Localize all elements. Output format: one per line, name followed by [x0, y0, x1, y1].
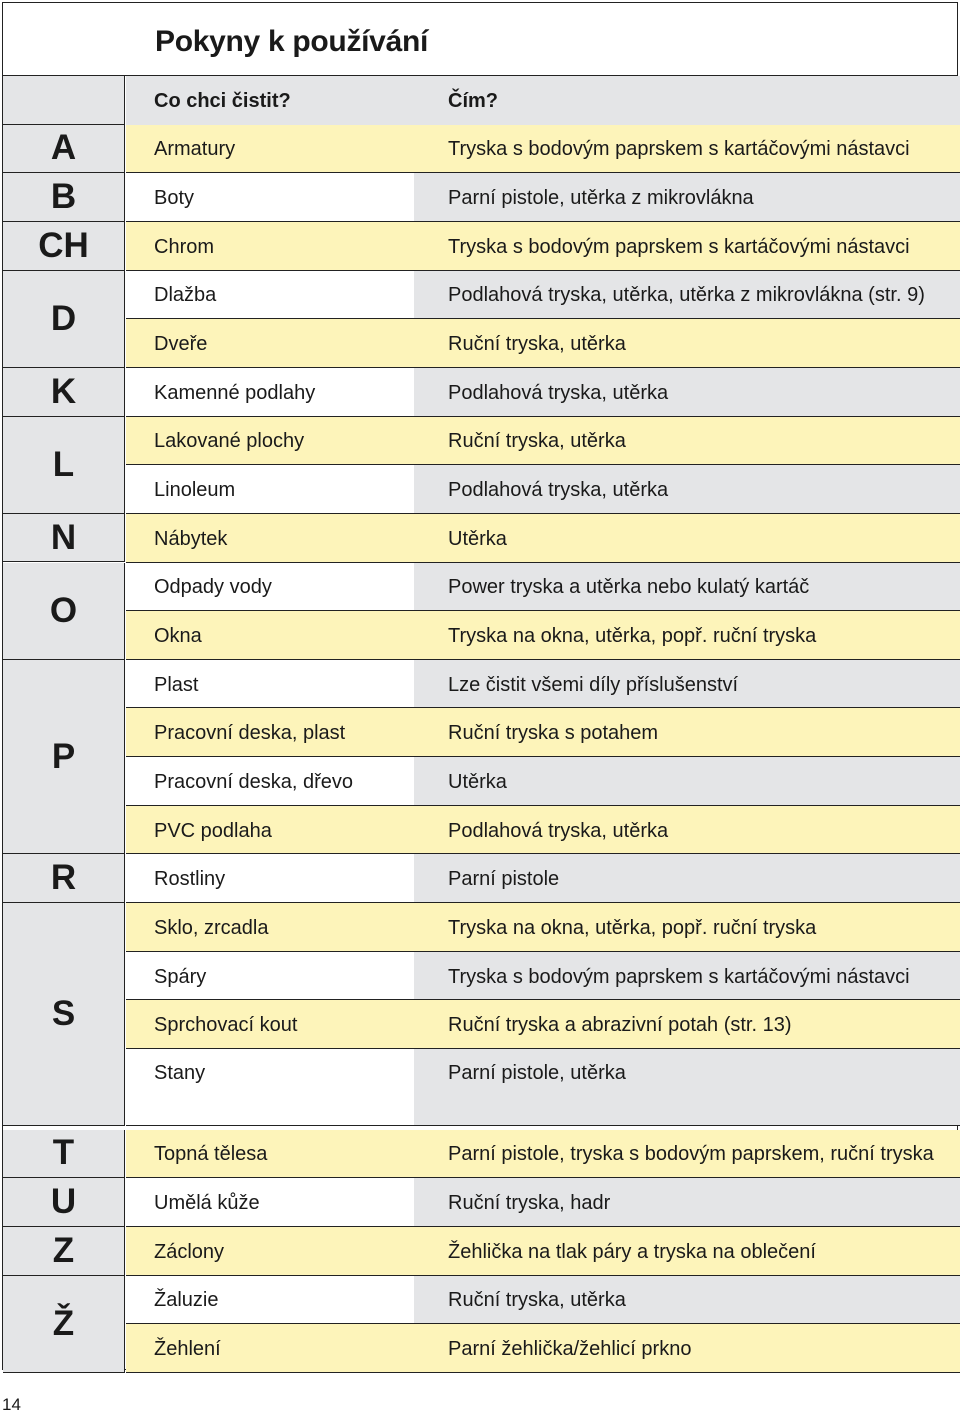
group-letter: T [3, 1130, 125, 1179]
page-number: 14 [2, 1395, 21, 1414]
group-letter: S [3, 903, 125, 1126]
group-letter: N [3, 514, 125, 563]
row-method: Power tryska a utěrka nebo kulatý kartáč [414, 563, 960, 612]
row-method: Ruční tryska, hadr [414, 1178, 960, 1227]
row-divider [126, 1372, 960, 1373]
row-item: Nábytek [126, 514, 414, 563]
row-method: Parní žehlička/žehlicí prkno [414, 1324, 960, 1373]
row-item: Žehlení [126, 1324, 414, 1373]
header-with: Čím? [414, 76, 960, 125]
row-method: Tryska s bodovým paprskem s kartáčovými nástavci [414, 125, 960, 174]
row-item: Okna [126, 611, 414, 660]
row-item: Pracovní deska, plast [126, 708, 414, 757]
row-method: Ruční tryska, utěrka [414, 1276, 960, 1325]
row-method: Lze čistit všemi díly příslušenství [414, 660, 960, 709]
row-method: Žehlička na tlak páry a tryska na oblečení [414, 1227, 960, 1276]
row-method: Parní pistole, utěrka z mikrovlákna [414, 173, 960, 222]
group-letter: U [3, 1178, 125, 1227]
row-item: Kamenné podlahy [126, 368, 414, 417]
row-method: Ruční tryska, utěrka [414, 417, 960, 466]
row-divider [126, 1125, 960, 1126]
row-item: Lakované plochy [126, 417, 414, 466]
group-letter: O [3, 563, 125, 660]
row-item: Spáry [126, 952, 414, 1001]
row-item: Dlažba [126, 271, 414, 320]
row-method: Tryska s bodovým paprskem s kartáčovými nástavci [414, 952, 960, 1001]
row-item: Sprchovací kout [126, 1000, 414, 1049]
row-item: Plast [126, 660, 414, 709]
row-item: Záclony [126, 1227, 414, 1276]
row-method: Ruční tryska a abrazivní potah (str. 13) [414, 1000, 960, 1049]
row-method: Podlahová tryska, utěrka [414, 465, 960, 514]
row-item: Žaluzie [126, 1276, 414, 1325]
group-letter: P [3, 660, 125, 855]
row-method: Parní pistole, utěrka [414, 1049, 960, 1126]
row-item: Rostliny [126, 854, 414, 903]
group-letter: L [3, 417, 125, 514]
group-letter: Z [3, 1227, 125, 1276]
group-letter: K [3, 368, 125, 417]
row-method: Podlahová tryska, utěrka, utěrka z mikrovlákna (str. 9) [414, 271, 960, 320]
row-item: Linoleum [126, 465, 414, 514]
row-item: Chrom [126, 222, 414, 271]
row-method: Ruční tryska, utěrka [414, 319, 960, 368]
row-item: Dveře [126, 319, 414, 368]
header-letter-cell [3, 76, 125, 125]
row-method: Ruční tryska s potahem [414, 708, 960, 757]
row-item: Odpady vody [126, 563, 414, 612]
row-item: PVC podlaha [126, 806, 414, 855]
row-method: Utěrka [414, 514, 960, 563]
group-letter: Ž [3, 1276, 125, 1373]
group-letter: D [3, 271, 125, 368]
row-method: Tryska na okna, utěrka, popř. ruční tryska [414, 611, 960, 660]
row-method: Podlahová tryska, utěrka [414, 806, 960, 855]
row-method: Parní pistole [414, 854, 960, 903]
row-item: Pracovní deska, dřevo [126, 757, 414, 806]
page-title: Pokyny k používání [155, 25, 429, 58]
row-item: Boty [126, 173, 414, 222]
group-letter: CH [3, 222, 125, 271]
row-item: Umělá kůže [126, 1178, 414, 1227]
header-what: Co chci čistit? [126, 76, 414, 125]
group-letter: R [3, 854, 125, 903]
row-item: Stany [126, 1049, 414, 1126]
row-item: Armatury [126, 125, 414, 174]
row-method: Parní pistole, tryska s bodovým paprskem, ruční tryska [414, 1130, 960, 1179]
row-item: Topná tělesa [126, 1130, 414, 1179]
group-letter: A [3, 125, 125, 174]
row-method: Tryska s bodovým paprskem s kartáčovými nástavci [414, 222, 960, 271]
row-method: Tryska na okna, utěrka, popř. ruční tryska [414, 903, 960, 952]
row-method: Podlahová tryska, utěrka [414, 368, 960, 417]
row-method: Utěrka [414, 757, 960, 806]
row-item: Sklo, zrcadla [126, 903, 414, 952]
group-letter: B [3, 173, 125, 222]
